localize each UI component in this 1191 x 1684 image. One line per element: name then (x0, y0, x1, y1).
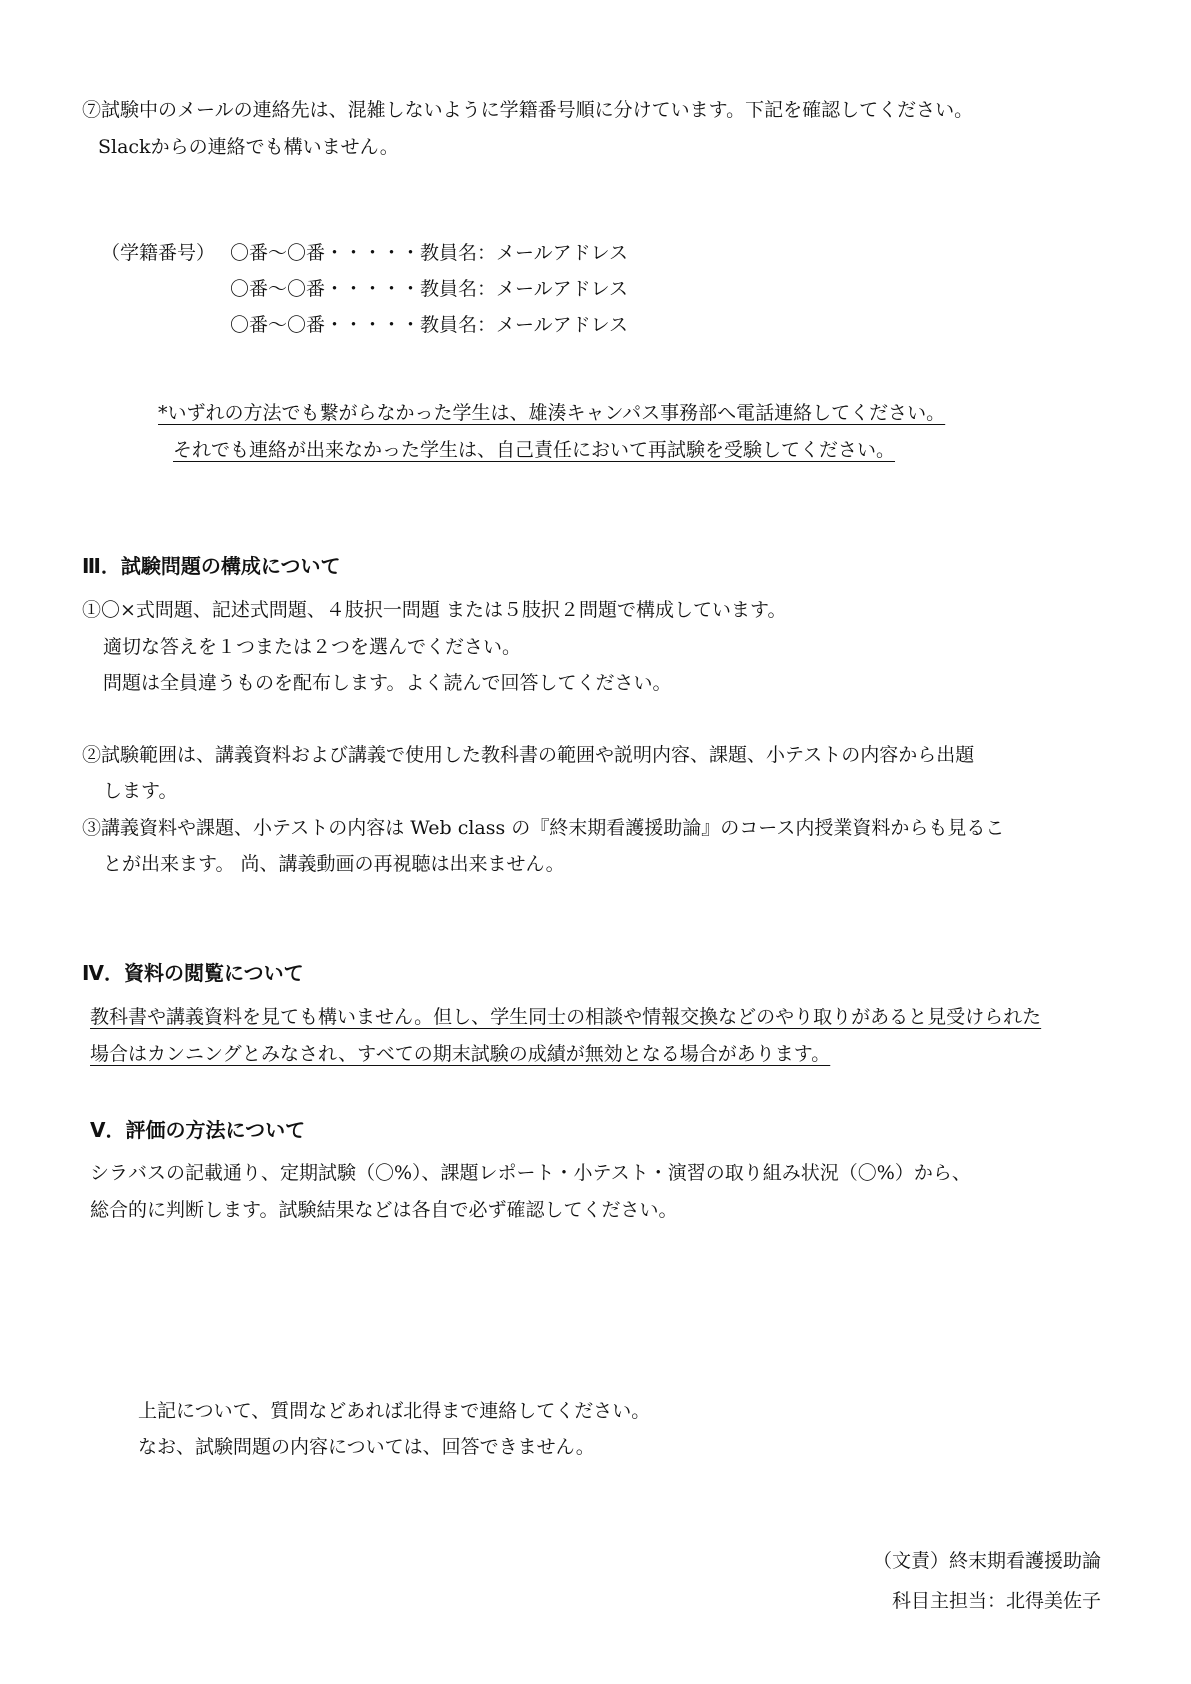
section5-line2: 総合的に判断します。試験結果などは各自で必ず確認してください。 (90, 1199, 678, 1221)
note-line2: それでも連絡が出来なかった学生は、自己責任において再試験を受験してください。 (173, 439, 896, 461)
section3-item2-line2: します。 (103, 780, 178, 802)
closing-line2: なお、試験問題の内容については、回答できません。 (138, 1436, 595, 1458)
contact-row-1: 〇番～〇番・・・・・教員名：メールアドレス (230, 242, 629, 264)
signature-instructor: 科目主担当：北得美佐子 (891, 1590, 1101, 1612)
closing-line1: 上記について、質問などあれば北得まで連絡してください。 (138, 1400, 651, 1422)
section4-line2: 場合はカンニングとみなされ、すべての期末試験の成績が無効となる場合があります。 (90, 1043, 831, 1065)
section3-item3-line2: とが出来ます。 尚、講義動画の再視聴は出来ません。 (103, 853, 565, 875)
item7-line1: ⑦試験中のメールの連絡先は、混雑しないように学籍番号順に分けています。下記を確認してください。 (82, 99, 974, 121)
student-number-label: （学籍番号） (101, 242, 216, 264)
contact-row-3: 〇番～〇番・・・・・教員名：メールアドレス (230, 314, 629, 336)
section5-heading: Ⅴ．評価の方法について (90, 1118, 306, 1142)
section3-item1-line3: 問題は全員違うものを配布します。よく読んで回答してください。 (103, 672, 672, 694)
section5-line1: シラバスの記載通り、定期試験（〇%）、課題レポート・小テスト・演習の取り組み状況（〇%）から、 (90, 1162, 971, 1184)
section3-heading: Ⅲ．試験問題の構成について (82, 554, 341, 578)
item7-line2: Slackからの連絡でも構いません。 (98, 136, 399, 158)
section3-item1-line2: 適切な答えを１つまたは２つを選んでください。 (103, 636, 522, 658)
section3-item1-line1: ①〇×式問題、記述式問題、４肢択一問題 または５肢択２問題で構成しています。 (82, 599, 787, 621)
section4-line1: 教科書や講義資料を見ても構いません。但し、学生同士の相談や情報交換などのやり取りがあると見受けられた (90, 1006, 1042, 1028)
section3-item2-line1: ②試験範囲は、講義資料および講義で使用した教科書の範囲や説明内容、課題、小テストの内容から出題 (82, 744, 975, 766)
section4-heading: Ⅳ．資料の閲覧について (82, 961, 304, 985)
signature-responsibility: （文責）終末期看護援助論 (872, 1550, 1101, 1572)
contact-row-2: 〇番～〇番・・・・・教員名：メールアドレス (230, 278, 629, 300)
section3-item3-line1: ③講義資料や課題、小テストの内容は Web class の『終末期看護援助論』のコース内授業資料からも見るこ (82, 817, 1005, 839)
note-line1: *いずれの方法でも繋がらなかった学生は、雄湊キャンパス事務部へ電話連絡してください。 (158, 402, 946, 424)
